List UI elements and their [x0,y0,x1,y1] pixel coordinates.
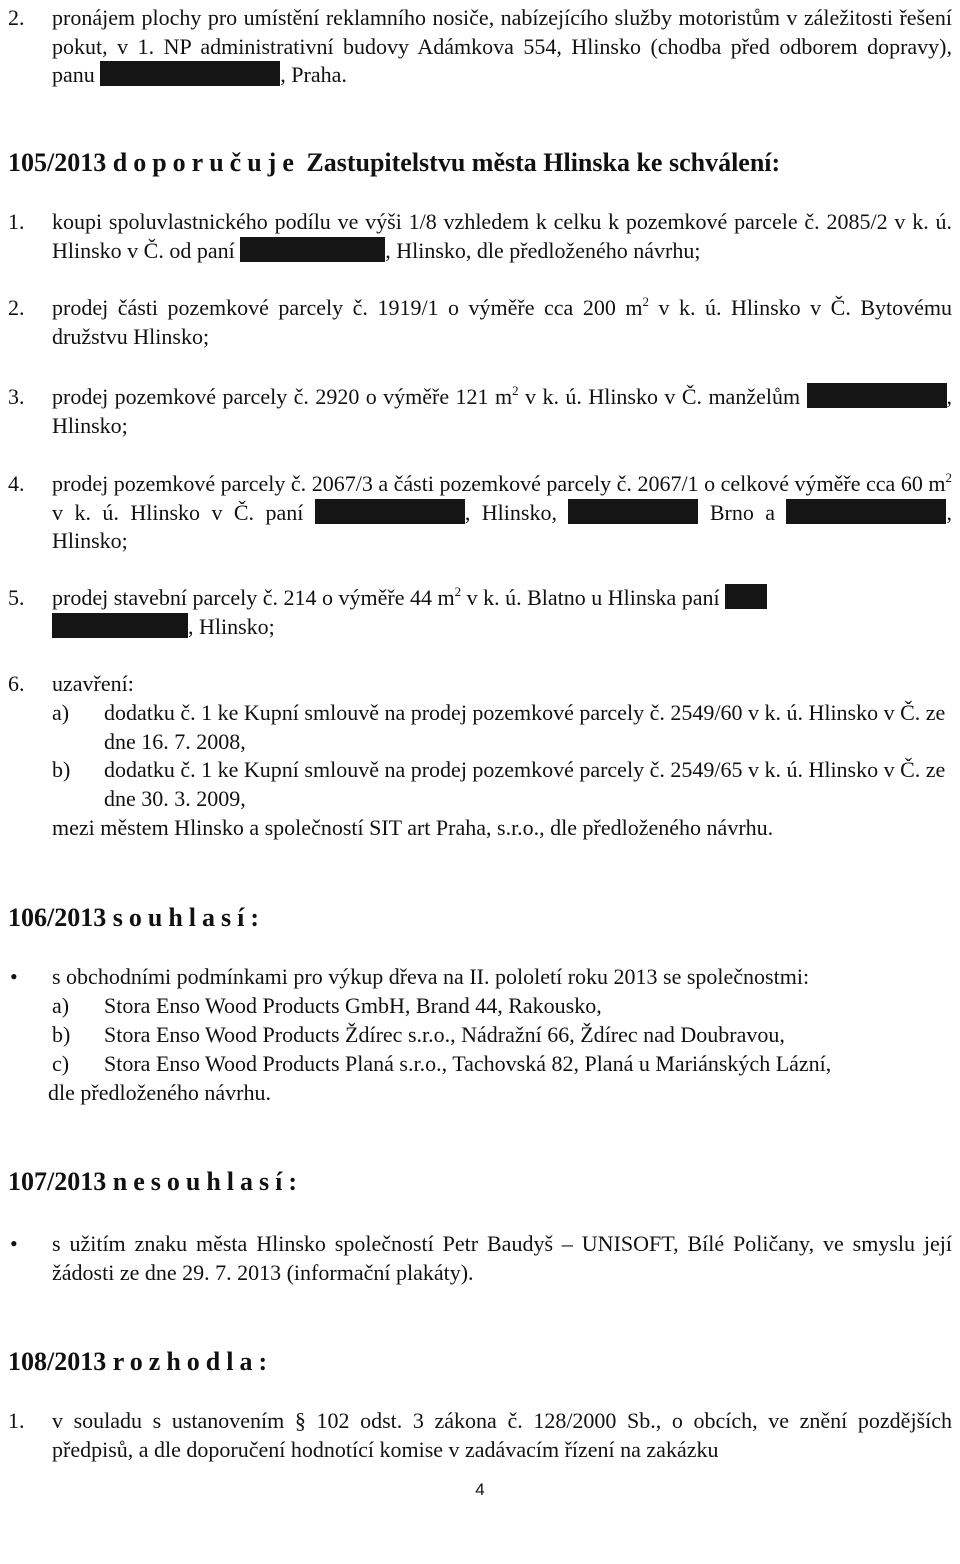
item-text: prodej pozemkové parcely č. 2920 o výměře 121 m [52,384,513,409]
resolution-heading-text: Zastupitelstvu města Hlinska ke schválení: [306,148,781,177]
redaction-block [52,613,188,638]
redaction-block [568,499,698,524]
item-number: 5. [8,585,25,610]
res105-item-6-sub-a [52,699,952,756]
item-number: 1. [8,1408,25,1433]
redaction-block [786,499,946,524]
item-text: prodej pozemkové parcely č. 2067/3 a části pozemkové parcely č. 2067/1 o celkové výměře cca 60 m [52,471,946,496]
sub-label: b) [52,757,71,782]
resolution-verb: doporučuje [112,148,300,177]
res105-item-6 [0,670,952,699]
sub-label: a) [52,700,70,725]
item-number: 2. [8,295,25,320]
res107-bullet [0,1230,952,1287]
item-number: 6. [8,671,25,696]
res105-item-6-closing: mezi městem Hlinsko a společností SIT art Praha, s.r.o., dle předloženého návrhu. [52,815,774,840]
list-item-2: 2. pronájem plochy pro umístění reklamního nosiče, nabízejícího služby motoristům v záležitosti řešení pokut, v 1. NP administrativní budovy Adámkova 554, Hlinsko (chodba před odborem dopravy), panu , Praha. [8,5,952,87]
res105-item-4: 4. prodej pozemkové parcely č. 2067/3 a části pozemkové parcely č. 2067/1 o celkové výměře cca 60 $m^2$ v k. ú. Hlinsko v Č. paní , Hlinsko, Brno a , Hlinsko; [8,470,952,553]
bullet-text: s užitím znaku města Hlinsko společností Petr Baudyš – UNISOFT, Bílé Poličany, ve smyslu její žádosti ze dne 29. 7. 2013 (informační plakáty). [52,1231,952,1285]
res106-sub-a: a) Stora Enso Wood Products GmbH, Brand 44, Rakousko, [52,993,602,1018]
res106-bullet [0,963,952,992]
redaction-block [100,61,280,86]
item-number: 2. [8,5,25,30]
resolution-number: 105/2013 [8,148,107,177]
bullet-icon: • [10,964,18,989]
bullet-text: s obchodními podmínkami pro výkup dřeva na II. pololetí roku 2013 se společnostmi: [52,964,810,989]
res106-closing: dle předloženého návrhu. [48,1080,271,1105]
redaction-block [240,237,385,262]
resolution-verb: souhlasí: [112,903,265,932]
sub-text: dodatku č. 1 ke Kupní smlouvě na prodej pozemkové parcely č. 2549/65 v k. ú. Hlinsko v Č. ze dne 30. 3. 2009, [104,757,946,811]
resolution-verb: nesouhlasí: [112,1167,303,1196]
redaction-block [725,584,767,609]
res105-item-5: 5. prodej stavební parcely č. 214 o výměře 44 $m^2$ v k. ú. Blatno u Hlinska paní , Hlinsko; [0,584,952,641]
bullet-icon: • [10,1231,18,1256]
resolution-107-heading [8,1167,303,1197]
item-number: 1. [8,209,25,234]
resolution-number: 106/2013 [8,903,107,932]
res105-item-1: 1. koupi spoluvlastnického podílu ve výši 1/8 vzhledem k celku k pozemkové parcele č. 2085/2 v k. ú. Hlinsko v Č. od paní , Hlinsko, dle předloženého návrhu; [8,209,952,263]
item-text: prodej části pozemkové parcely č. 1919/1 o výměře cca 200 m [52,295,643,320]
res105-item-3: 3. prodej pozemkové parcely č. 2920 o výměře 121 $m^2$ v k. ú. Hlinsko v Č. manželům , Hlinsko; [8,383,953,438]
page-number: 4 [475,1480,485,1499]
item-text: pronájem plochy pro umístění reklamního nosiče, nabízejícího služby motoristům v záležitosti řešení pokut, v 1. NP administrativní budovy Adámkova 554, Hlinsko (chodba před odborem dopravy), panu [52,5,952,87]
item-text: v souladu s ustanovením § 102 odst. 3 zákona č. 128/2000 Sb., o obcích, ve znění pozdějších předpisů, a dle doporučení hodnotící komise v zadávacím řízení na zakázku [52,1408,952,1462]
redaction-block [807,383,947,408]
item-number: 3. [8,384,25,409]
item-text: prodej stavební parcely č. 214 o výměře 44 m [52,585,455,610]
res106-sub-b: b) Stora Enso Wood Products Ždírec s.r.o., Nádražní 66, Ždírec nad Doubravou, [52,1022,785,1047]
res106-sub-c: c) Stora Enso Wood Products Planá s.r.o., Tachovská 82, Planá u Mariánských Lázní, [52,1051,832,1076]
item-number: 4. [8,471,25,496]
resolution-105-heading [8,148,780,178]
res105-item-2: 2. prodej části pozemkové parcely č. 1919/1 o výměře cca 200 $m^2$ v k. ú. Hlinsko v Č. Bytovému družstvu Hlinsko; [8,294,952,349]
res108-item-1 [0,1407,952,1464]
sub-text: dodatku č. 1 ke Kupní smlouvě na prodej pozemkové parcely č. 2549/60 v k. ú. Hlinsko v Č. ze dne 16. 7. 2008, [104,700,946,754]
resolution-108-heading [8,1347,273,1377]
resolution-verb: rozhodla: [112,1347,274,1376]
redaction-block [315,499,465,524]
resolution-number: 107/2013 [8,1167,107,1196]
resolution-106-heading [8,903,265,933]
resolution-number: 108/2013 [8,1347,107,1376]
item-text: koupi spoluvlastnického podílu ve výši 1/8 vzhledem k celku k pozemkové parcele č. 2085/2 v k. ú. Hlinsko v Č. od paní [52,209,952,263]
item-text: uzavření: [52,671,134,696]
res105-item-6-sub-b [52,756,952,813]
